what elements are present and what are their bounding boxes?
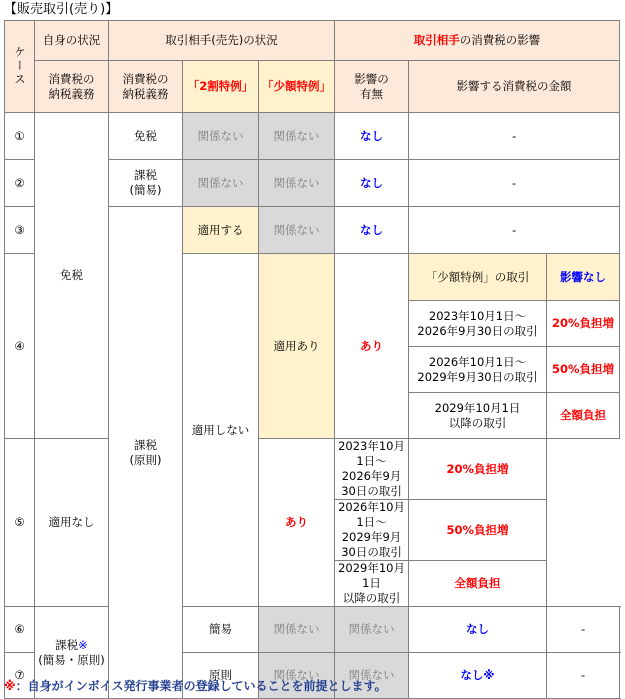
self-tax-duty-header: 消費税の 納税義務 <box>35 61 109 113</box>
period-5-3: 2029年10月1日 以降の取引 <box>335 561 409 607</box>
amount-1: - <box>409 113 620 160</box>
impact-2: なし <box>335 160 409 207</box>
case-2: ② <box>5 160 35 207</box>
burden-4-3: 全額負担 <box>547 393 620 439</box>
case-7: ⑦ <box>5 653 35 699</box>
case-1: ① <box>5 113 35 160</box>
no-impact: 影響なし <box>547 254 620 301</box>
special-20-6: 関係ない <box>259 607 335 653</box>
page-title: 【販売取引(売り)】 <box>4 2 119 17</box>
special-small-header: 「少額特例」 <box>259 61 335 113</box>
apply-not: 適用しない <box>183 254 259 607</box>
self-exempt: 免税 <box>35 113 109 439</box>
burden-5-3: 全額負担 <box>409 561 547 607</box>
special-small-3: 関係ない <box>259 207 335 254</box>
impact-1: なし <box>335 113 409 160</box>
impact-4: あり <box>335 254 409 439</box>
special-small-1: 関係ない <box>259 113 335 160</box>
special-small-4: 適用あり <box>259 254 335 439</box>
impact-header <box>335 21 620 61</box>
period-5-1: 2023年10月1日～ 2026年9月30日の取引 <box>335 439 409 500</box>
period-5-2: 2026年10月1日～ 2029年9月30日の取引 <box>335 500 409 561</box>
partner-duty-principle: 課税 (原則) <box>109 207 183 699</box>
self-taxed-mark: ※ <box>78 637 88 652</box>
special-20-header: 「2割特例」 <box>183 61 259 113</box>
impact-5: あり <box>259 439 335 607</box>
impact-header-suffix: の消費税の影響 <box>459 33 541 47</box>
period-4-1: 2023年10月1日～ 2026年9月30日の取引 <box>409 301 547 347</box>
burden-4-1: 20%負担増 <box>547 301 620 347</box>
period-4-2: 2026年10月1日～ 2029年9月30日の取引 <box>409 347 547 393</box>
impact-7: なし※ <box>409 653 547 699</box>
partner-duty-2: 課税 (簡易) <box>109 160 183 207</box>
impact-6: なし <box>409 607 547 653</box>
self-taxed-label: 課税 <box>55 637 79 652</box>
special-20-3: 適用する <box>183 207 259 254</box>
case-5: ⑤ <box>5 439 35 607</box>
impact-amount-header: 影響する消費税の金額 <box>409 61 620 113</box>
partner-status-header: 取引相手(売先)の状況 <box>109 21 335 61</box>
special-20-1: 関係ない <box>183 113 259 160</box>
period-4-3: 2029年10月1日 以降の取引 <box>409 393 547 439</box>
amount-6: - <box>547 607 620 653</box>
footnote <box>4 679 387 694</box>
case-4: ④ <box>5 254 35 439</box>
partner-duty-6: 簡易 <box>183 607 259 653</box>
self-taxed-sub: (簡易・原則) <box>38 652 105 667</box>
self-status-header: 自身の状況 <box>35 21 109 61</box>
amount-3: - <box>409 207 620 254</box>
special-small-2: 関係ない <box>259 160 335 207</box>
impact-3: なし <box>335 207 409 254</box>
sales-transaction-table <box>4 20 620 699</box>
amount-7: - <box>547 653 620 699</box>
special-small-5: 適用なし <box>35 439 109 607</box>
special-small-6: 関係ない <box>335 607 409 653</box>
footnote-mark: ※ <box>4 679 16 693</box>
amount-2: - <box>409 160 620 207</box>
burden-5-2: 50%負担増 <box>409 500 547 561</box>
special-20-7: 関係ない <box>259 653 335 699</box>
footnote-text: ：自身がインボイス発行事業者の登録していることを前提とします。 <box>15 679 387 693</box>
case-header: ケース <box>5 21 35 113</box>
partner-duty-7: 原則 <box>183 653 259 699</box>
burden-5-1: 20%負担増 <box>409 439 547 500</box>
impact-exists-header: 影響の 有無 <box>335 61 409 113</box>
special-small-7: 関係ない <box>335 653 409 699</box>
case-6: ⑥ <box>5 607 35 653</box>
small-special-head: 「少額特例」の取引 <box>409 254 547 301</box>
impact-header-partner: 取引相手 <box>413 33 460 47</box>
partner-duty-1: 免税 <box>109 113 183 160</box>
burden-4-2: 50%負担増 <box>547 347 620 393</box>
partner-tax-duty-header: 消費税の 納税義務 <box>109 61 183 113</box>
special-20-2: 関係ない <box>183 160 259 207</box>
case-3: ③ <box>5 207 35 254</box>
